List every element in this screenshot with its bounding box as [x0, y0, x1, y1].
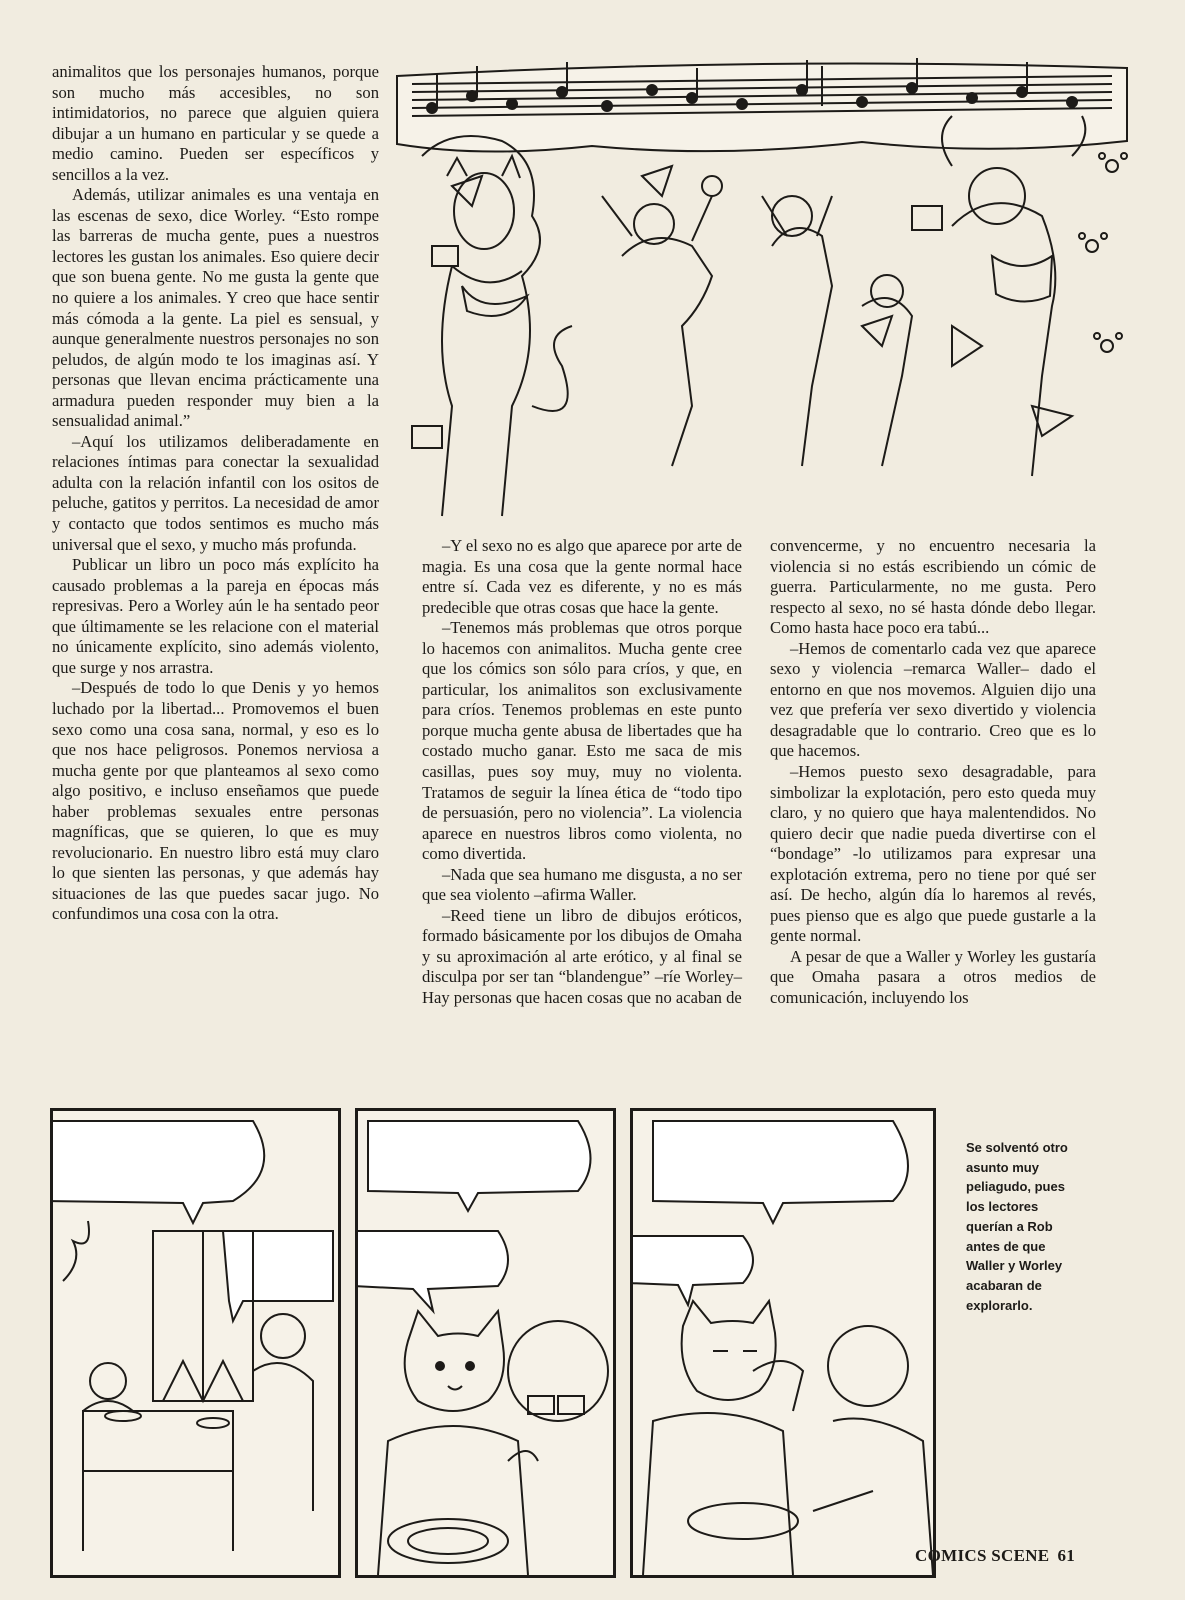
article-paragraph: –Reed tiene un libro de dibujos eróticos, formado básicamente por los dibujos de Omaha y su aproximación al arte erótico, y al final se disculpa por ser tan “blandengue” –ríe Worley– Hay personas que hacen cosas que no acaban de — [422, 905, 742, 1008]
article-paragraph: Publicar un libro un poco más explícito ha causado problemas a la pareja en épocas más represivas. Pero a Worley aún le ha sentado peor que últimamente se les relacione con el material no únicamente explícito, sino además violento, que surge y nos arrastra. — [52, 555, 379, 677]
dining-scene-cat-talking-drawing — [358, 1111, 613, 1575]
article-paragraph: A pesar de que a Waller y Worley les gustaría que Omaha pasara a otros medios de comunicación, incluyendo los — [770, 946, 1096, 1008]
article-paragraph: –Hemos de comentarlo cada vez que aparece sexo y violencia –remarca Waller– dado el entorno en que nos movemos. Alguien dijo una vez que prefería ver sexo divertido y violencia desagradable que lo contrario. Creo que es lo que hacemos. — [770, 638, 1096, 761]
dining-scene-cat-thinking-drawing — [633, 1111, 933, 1575]
article-column-1 — [52, 62, 379, 925]
article-paragraph: –Aquí los utilizamos deliberadamente en relaciones íntimas para conectar la sexualidad adulta con la relación infantil con los ositos de peluche, gatitos y perritos. La necesidad de amor y contacto que todos sentimos es mucho más universal que el sexo, y mucho más profunda. — [52, 431, 379, 554]
dining-scene-wide-drawing — [53, 1111, 338, 1575]
comic-panel-1 — [50, 1108, 341, 1578]
article-paragraph: convencerme, y no encuentro necesaria la violencia si no estás escribiendo un cómic de guerra. Particularmente, no me gusta. Pero respecto al sexo, no sé hasta dónde debo llegar. Como hasta hace poco era tabú... — [770, 536, 1096, 638]
article-paragraph: Además, utilizar animales es una ventaja en las escenas de sexo, dice Worley. “Esto rompe las barreras de mucha gente, pues a nuestros lectores les gustan los animales. Eso quiere decir que son buena gente. No me gusta la gente que no quiere a los animales. Y creo que hace sentir más cómoda a la gente. La piel es sensual, y aunque generalmente nuestros personajes no son peludos, de algún modo te los imaginas así. Y personas que llevan encima prácticamente una armadura pueden responder muy bien a la sensualidad animal.” — [52, 185, 379, 431]
comic-panel-3 — [630, 1108, 936, 1578]
article-paragraph: animalitos que los personajes humanos, porque son mucho más accesibles, no son intimidatorios, no parece que alguien quiera dibujar a un humano en particular y se quede a medio camino. Pueden ser específicos y sencillos a la vez. — [52, 62, 379, 184]
article-paragraph: –Nada que sea humano me disgusta, a no ser que sea violento –afirma Waller. — [422, 864, 742, 905]
comic-strip — [50, 1108, 950, 1578]
article-column-2 — [422, 536, 742, 1009]
article-paragraph: –Y el sexo no es algo que aparece por arte de magia. Es una cosa que la gente normal hace entre sí. Cada vez es diferente, y no es más predecible que otras cosas que hace la gente. — [422, 536, 742, 617]
magazine-name: COMICS SCENE — [915, 1546, 1050, 1565]
page-number: 61 — [1057, 1546, 1076, 1565]
article-paragraph: –Tenemos más problemas que otros porque lo hacemos con animalitos. Mucha gente cree que los cómics son sólo para críos, y que, en particular, los animalitos son exclusivamente para críos. Tenemos problemas en este punto porque mucha gente abusa de libertades que ha costado mucho ganar. Esto me saca de mis casillas, pues soy muy, muy no violenta. Tratamos de seguir la línea ética de “todo tipo de persuasión, pero no violencia”. La violencia aparece en nuestros libros como violenta, no como divertida. — [422, 618, 742, 864]
comic-panel-2 — [355, 1108, 616, 1578]
article-paragraph: –Después de todo lo que Denis y yo hemos luchado por la libertad... Promovemos el buen sexo como una cosa sana, normal, y eso es lo que nos hace peligrosos. Ponemos nerviosa a mucha gente por que planteamos al sexo como algo positivo, e incluso enseñamos que puede haber problemas sexuales entre personas magníficas, que se quieren, lo que es muy revolucionario. En nuestro libro está muy claro lo que sienten las personas, y que además hay situaciones de las que puedes sacar jugo. No confundimos una cosa con la otra. — [52, 678, 379, 924]
page-footer — [915, 1546, 1075, 1566]
photo-caption: Se solventó otro asunto muy peliagudo, pues los lectores querían a Rob antes de que Waller y Worley acabaran de explorarlo. — [966, 1140, 1068, 1313]
article-column-3 — [770, 536, 1096, 1009]
dancing-catwomen-illustration — [392, 46, 1132, 524]
article-paragraph: –Hemos puesto sexo desagradable, para simbolizar la explotación, pero esto queda muy claro, y no quiero que haya malentendidos. No quiero decir que nadie pueda divertirse con el “bondage” -lo utilizamos para expresar una explotación extrema, pero no tiene por qué ser así. De hecho, algún día lo haremos al revés, pues pienso que es algo que puede gustarle a la gente normal. — [770, 762, 1096, 946]
